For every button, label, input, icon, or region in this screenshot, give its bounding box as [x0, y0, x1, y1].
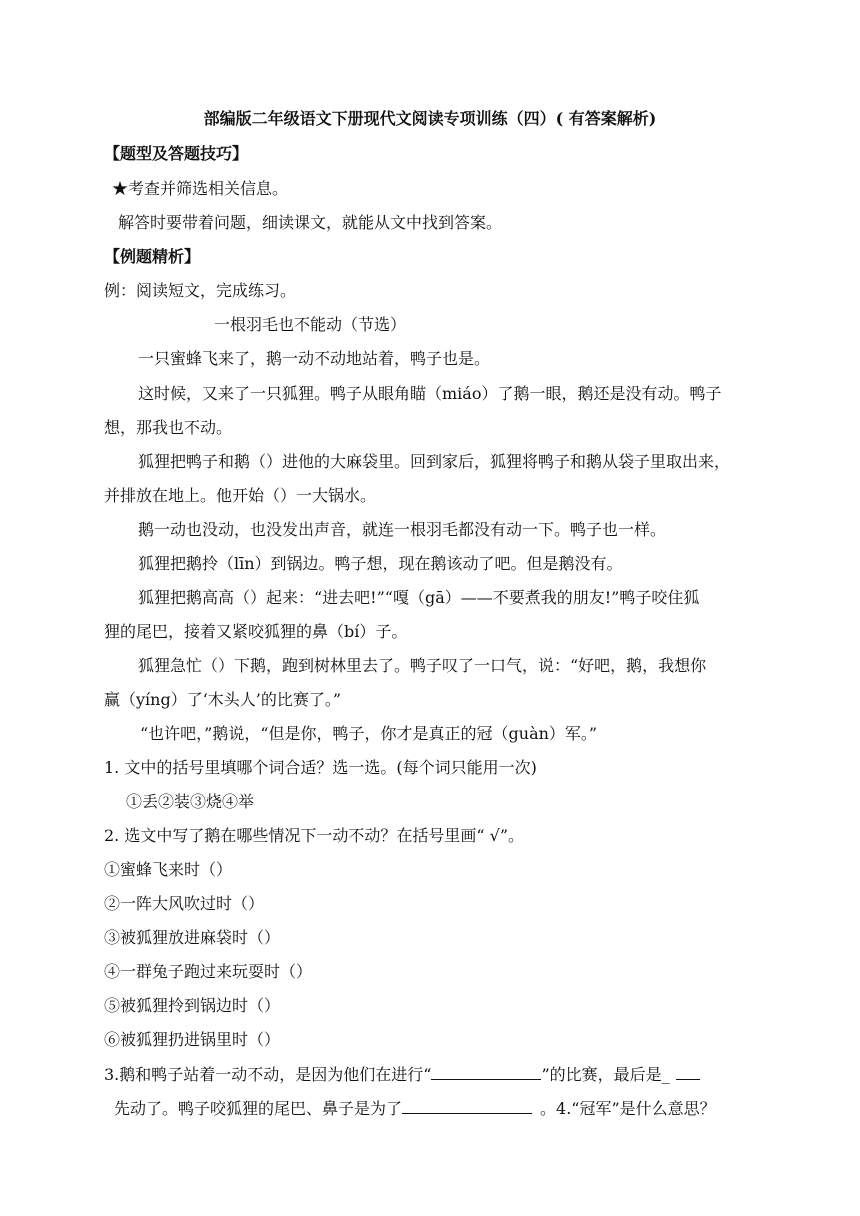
passage-paragraph-cont: 想，那我也不动。: [104, 418, 233, 437]
passage-paragraph-cont: 并排放在地上。他开始（）一大锅水。: [104, 486, 377, 505]
section-heading-examples: 【例题精析】: [104, 247, 201, 266]
question-2-item: ①蜜蜂飞来时（）: [104, 860, 233, 879]
passage-paragraph: 一只蜜蜂飞来了，鹅一动不动地站着，鸭子也是。: [138, 349, 491, 368]
example-intro: 例：阅读短文，完成练习。: [104, 281, 297, 300]
passage-paragraph: 狐狸把鹅高高（）起来：“进去吧!”“嘎（gā）——不要煮我的朋友!”鸭子咬住狐: [138, 588, 700, 607]
passage-title: 一根羽毛也不能动（节选）: [214, 315, 407, 334]
question-1: 1. 文中的括号里填哪个词合适？选一选。(每个词只能用一次): [104, 758, 537, 777]
passage-paragraph: 这时候，又来了一只狐狸。鸭子从眼角瞄（miáo）了鹅一眼，鹅还是没有动。鸭子: [138, 384, 722, 403]
passage-paragraph: 狐狸急忙（）下鹅，跑到树林里去了。鸭子叹了一口气，说：“好吧，鹅，我想你: [138, 656, 707, 675]
question-2-item: ⑥被狐狸扔进锅里时（）: [104, 1030, 281, 1049]
answer-blank[interactable]: [676, 1063, 700, 1080]
question-3-text: ”的比赛，最后是_: [541, 1065, 670, 1084]
passage-paragraph-cont: 赢（yíng）了‘木头人’的比赛了。”: [104, 690, 342, 709]
section-heading-tips: 【题型及答题技巧】: [104, 144, 249, 163]
tip-star-line: ★考查并筛选相关信息。: [112, 179, 289, 198]
question-2: 2. 选文中写了鹅在哪些情况下一动不动？在括号里画“ √”。: [104, 826, 524, 845]
passage-paragraph: 狐狸把鸭子和鹅（）进他的大麻袋里。回到家后，狐狸将鸭子和鹅从袋子里取出来，: [138, 452, 731, 471]
answer-blank[interactable]: [402, 1097, 532, 1114]
question-3-line2: [114, 1097, 716, 1120]
question-2-item: ⑤被狐狸拎到锅边时（）: [104, 996, 281, 1015]
answer-blank[interactable]: [431, 1063, 541, 1080]
question-2-item: ④一群兔子跑过来玩耍时（）: [104, 962, 313, 981]
passage-paragraph-cont: 狸的尾巴，接着又紧咬狐狸的鼻（bí）子。: [104, 622, 408, 641]
question-4-text: 。4.“冠军”是什么意思？: [540, 1099, 716, 1118]
passage-paragraph: 鹅一动也没动，也没发出声音，就连一根羽毛都没有动一下。鸭子也一样。: [138, 520, 667, 539]
question-3-text: 3.鹅和鸭子站着一动不动，是因为他们在进行“: [104, 1065, 432, 1084]
question-2-item: ②一阵大风吹过时（）: [104, 894, 265, 913]
passage-paragraph: 狐狸把鹅拎（līn）到锅边。鸭子想，现在鹅该动了吧。但是鹅没有。: [138, 554, 623, 573]
question-3-text: 先动了。鸭子咬狐狸的尾巴、鼻子是为了: [114, 1099, 403, 1118]
question-2-item: ③被狐狸放进麻袋时（）: [104, 928, 281, 947]
question-1-options: ①丢②装③烧④举: [126, 792, 255, 811]
passage-paragraph: “也许吧，”鹅说，“但是你，鸭子，你才是真正的冠（guàn）军。”: [140, 724, 598, 743]
question-3-line1: [104, 1063, 700, 1086]
tip-answer-line: 解答时要带着问题，细读课文，就能从文中找到答案。: [118, 213, 503, 232]
page-title: 部编版二年级语文下册现代文阅读专项训练（四）( 有答案解析): [203, 109, 657, 128]
